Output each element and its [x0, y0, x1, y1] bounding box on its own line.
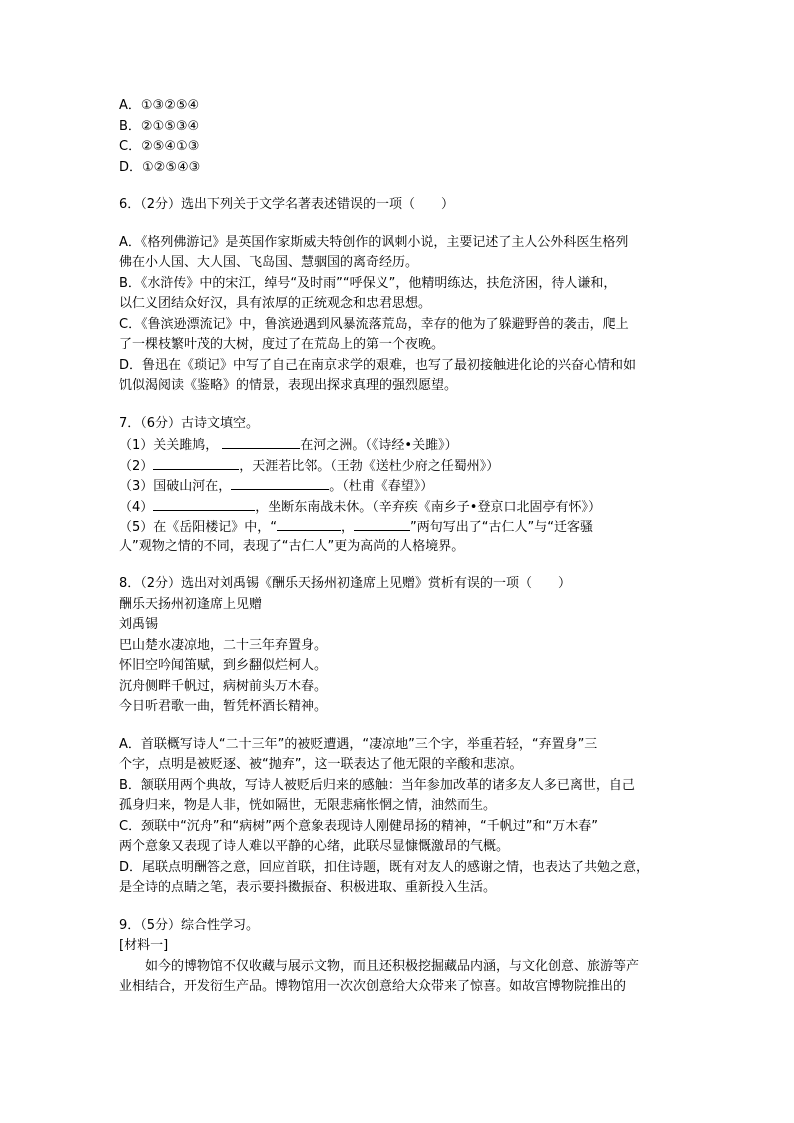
answer-blank[interactable]	[354, 516, 410, 531]
fill-suffix: ，坐断东南战未休。（辛弃疾《南乡子•登京口北固亭有怀》）	[255, 499, 601, 515]
answer-blank[interactable]	[231, 475, 329, 490]
option-line: A．《格列佛游记》是英国作家斯威夫特创作的讽刺小说，主要记述了主人公外科医生格列	[119, 234, 629, 250]
option-c: C．②⑤④①③	[119, 139, 200, 154]
fill-line-6: 人”观物之情的不同，表现了“古仁人”更为高尚的人格境界。	[119, 538, 465, 554]
option-line: 是全诗的点睛之笔，表示要抖擞振奋、积极进取、重新投入生活。	[119, 880, 497, 895]
poem-line: 沉舟侧畔千帆过，病树前头万木春。	[119, 678, 328, 694]
paragraph-line: 业相结合，开发衍生产品。博物馆用一次次创意给大众带来了惊喜。如故宫博物院推出的	[119, 979, 627, 994]
fill-line-4	[119, 496, 689, 517]
poem-line: 今日听君歌一曲，暂凭杯酒长精神。	[119, 699, 328, 714]
option-line: 以仁义团结众好汉，具有浓厚的正统观念和忠君思想。	[119, 296, 432, 311]
question-7	[119, 414, 689, 558]
option-line: C．《鲁滨逊漂流记》中，鲁滨逊遇到风暴流落荒岛，幸存的他为了躲避野兽的袭击，爬上	[119, 316, 629, 332]
fill-line-5	[119, 516, 689, 537]
fill-line-1	[119, 434, 689, 455]
fill-prefix: （3）国破山河在，	[119, 479, 232, 494]
option-line: B．《水浒传》中的宋江，绰号“及时雨”“呼保义”，他精明练达，扶危济困，待人谦和，	[119, 275, 617, 291]
fill-prefix: （2）	[119, 458, 154, 474]
material-label: [材料一]	[119, 938, 169, 953]
fill-separator: ，	[341, 520, 355, 535]
option-line: D．鲁迅在《琐记》中写了自己在南京求学的艰难，也写了最初接触进化论的兴奋心情和如	[119, 357, 637, 373]
fill-prefix: （1）关关雎鸠，	[119, 438, 219, 453]
exam-page	[119, 96, 689, 998]
option-line: D．尾联点明酬答之意，回应首联，扣住诗题，既有对友人的感谢之情，也表达了共勉之意，	[119, 859, 650, 875]
option-line: 佛在小人国、大人国、飞岛国、慧骃国的离奇经历。	[119, 255, 419, 270]
question-stem: 8．（2分）选出对刘禹锡《酬乐天扬州初逢席上见赠》赏析有误的一项（ ）	[119, 576, 572, 591]
option-line: 两个意象又表现了诗人难以平静的心绪，此联尽显慷慨激昂的气概。	[119, 839, 510, 854]
option-line: B．颔联用两个典故，写诗人被贬后归来的感触：当年参加改革的诸多友人多已离世，自己	[119, 777, 635, 793]
q5-options	[119, 96, 689, 178]
poem-author: 刘禹锡	[119, 617, 159, 632]
question-stem: 9．（5分）综合性学习。	[119, 917, 260, 933]
question-6	[119, 195, 689, 397]
answer-blank[interactable]	[222, 434, 300, 449]
question-stem: 6．（2分）选出下列关于文学名著表述错误的一项（ ）	[119, 197, 455, 212]
question-stem: 7．（6分）古诗文填空。	[119, 415, 260, 431]
option-line: 孤身归来，物是人非，恍如隔世，无限悲痛怅惘之情，油然而生。	[119, 798, 497, 813]
poem-line: 巴山楚水凄凉地，二十三年弃置身。	[119, 637, 328, 653]
question-8	[119, 574, 689, 899]
paragraph-line: 如今的博物馆不仅收藏与展示文物，而且还积极挖掘藏品内涵，与文化创意、旅游等产	[145, 958, 640, 974]
answer-blank[interactable]	[277, 516, 341, 531]
fill-suffix: 。（杜甫《春望》）	[329, 479, 434, 494]
option-a: A．①③②⑤④	[119, 98, 200, 113]
option-b: B．②①⑤③④	[119, 118, 200, 134]
answer-blank[interactable]	[153, 455, 239, 470]
fill-suffix: ，天涯若比邻。（王勃《送杜少府之任蜀州》）	[239, 458, 500, 474]
option-line: 个字，点明是被贬逐、被“抛弃”，这一联表达了他无限的辛酸和悲凉。	[119, 757, 523, 772]
answer-blank[interactable]	[153, 496, 255, 511]
question-9	[119, 916, 689, 998]
option-line: C．颈联中“沉舟”和“病树”两个意象表现诗人刚健昂扬的精神，“千帆过”和“万木春”	[119, 818, 598, 834]
poem-line: 怀旧空吟闻笛赋，到乡翻似烂柯人。	[119, 658, 328, 673]
poem-title: 酬乐天扬州初逢席上见赠	[119, 596, 263, 612]
option-d: D．①②⑤④③	[119, 159, 201, 175]
fill-line-2	[119, 455, 689, 476]
option-line: 饥似渴阅读《鉴略》的情景，表现出探求真理的强烈愿望。	[119, 378, 458, 393]
fill-suffix: ”两句写出了“古仁人”与“迁客骚	[410, 520, 593, 535]
fill-prefix: （4）	[119, 499, 154, 515]
option-line: A．首联概写诗人“二十三年”的被贬遭遇，“凄凉地”三个字，举重若轻，“弃置身”三	[119, 736, 598, 752]
fill-prefix: （5）在《岳阳楼记》中，“	[119, 520, 278, 535]
option-line: 了一棵枝繁叶茂的大树，度过了在荒岛上的第一个夜晚。	[119, 337, 445, 352]
fill-line-3	[119, 475, 689, 496]
fill-suffix: 在河之洲。（《诗经•关雎》）	[300, 438, 458, 453]
